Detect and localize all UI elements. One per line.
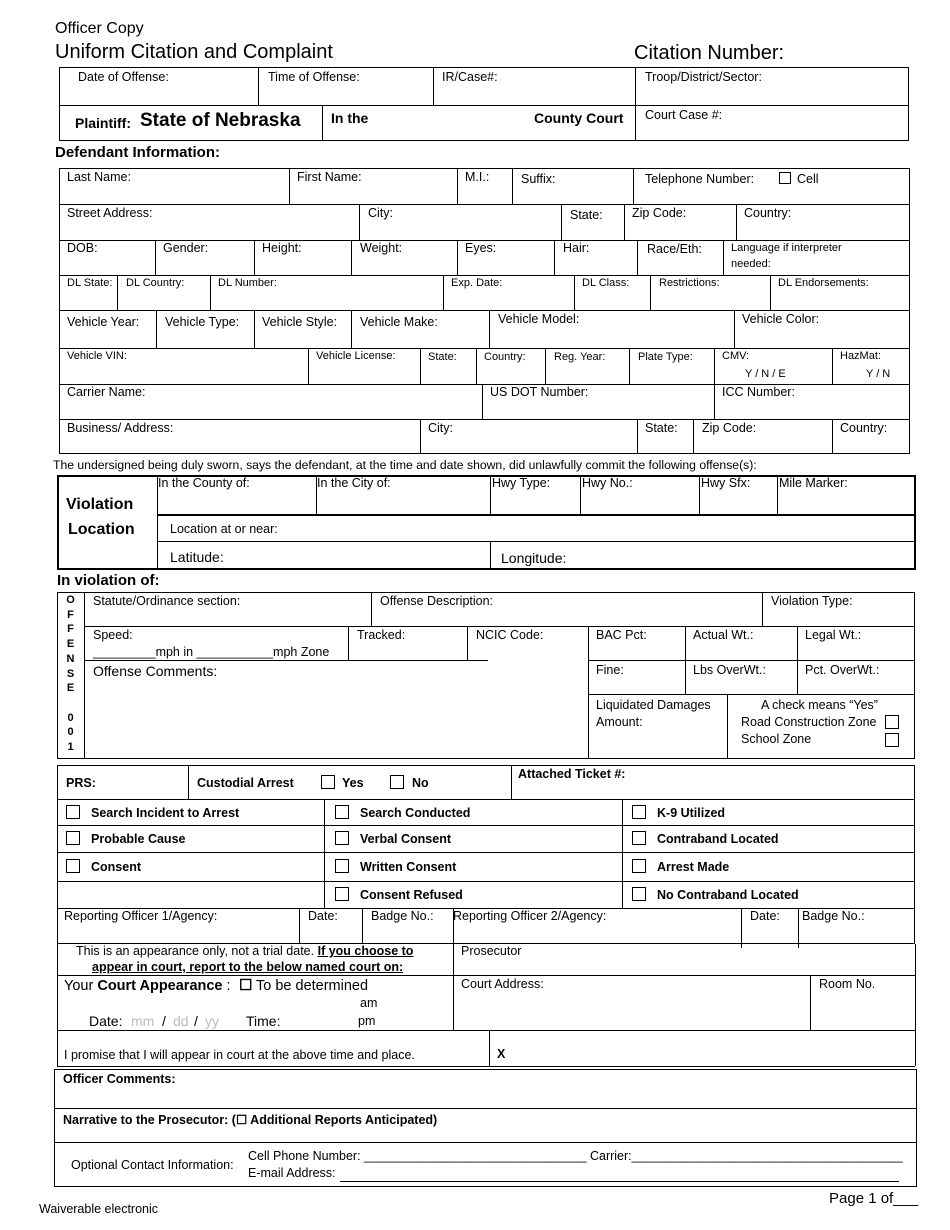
prs-field[interactable]: PRS: [66,776,96,790]
consent-label: Consent [91,860,141,874]
offense-letter: E [66,638,75,651]
consent-checkbox[interactable] [66,859,80,873]
vehicle-country-field[interactable]: Country: [484,351,526,363]
latitude-field[interactable]: Latitude: [170,549,224,565]
search-incident-checkbox[interactable] [66,805,80,819]
school-zone-checkbox[interactable] [885,733,899,747]
date-of-offense-field[interactable]: Date of Offense: [78,70,169,84]
business-state-field[interactable]: State: [645,421,678,435]
officer2-badge-field[interactable]: Badge No.: [802,909,865,923]
contraband-located-label: Contraband Located [657,832,779,846]
state-field[interactable]: State: [570,208,603,222]
consent-refused-checkbox[interactable] [335,887,349,901]
speed-field[interactable]: Speed: [93,628,133,642]
vehicle-make-field[interactable]: Vehicle Make: [360,315,438,329]
middle-initial-field[interactable]: M.I.: [465,170,490,184]
last-name-field[interactable]: Last Name: [67,170,131,184]
written-consent-label: Written Consent [360,860,457,874]
vehicle-model-field[interactable]: Vehicle Model: [498,312,580,326]
weight-field[interactable]: Weight: [360,241,403,255]
k9-utilized-checkbox[interactable] [632,805,646,819]
road-construction-checkbox[interactable] [885,715,899,729]
business-address-field[interactable]: Business/ Address: [67,421,174,435]
mile-marker-field[interactable]: Mile Marker: [779,476,848,490]
dl-class-field[interactable]: DL Class: [582,277,630,289]
telephone-field[interactable]: Telephone Number: [645,172,755,186]
signature-field[interactable]: X [497,1047,506,1061]
vehicle-year-field[interactable]: Vehicle Year: [67,315,140,329]
cmv-field[interactable]: CMV: [722,350,750,362]
pm-option[interactable]: pm [358,1014,376,1028]
business-city-field[interactable]: City: [428,421,453,435]
time-field[interactable]: Time: [246,1013,281,1029]
officer2-date-field[interactable]: Date: [750,909,780,923]
offense-description-field[interactable]: Offense Description: [380,594,494,608]
search-conducted-checkbox[interactable] [335,805,349,819]
date-yy-field[interactable]: yy [205,1013,219,1029]
vin-field[interactable]: Vehicle VIN: [67,350,127,362]
probable-cause-label: Probable Cause [91,832,186,846]
no-contraband-label: No Contraband Located [657,888,799,902]
court-case-field[interactable]: Court Case #: [645,108,723,122]
location-near-field[interactable]: Location at or near: [170,522,278,536]
officer1-badge-field[interactable]: Badge No.: [371,909,434,923]
statute-field[interactable]: Statute/Ordinance section: [93,594,241,608]
gender-field[interactable]: Gender: [163,241,209,255]
room-no-field[interactable]: Room No. [819,977,876,991]
school-zone-label: School Zone [741,732,812,746]
carrier-name-field[interactable]: Carrier Name: [67,385,146,399]
check-means-yes-label: A check means “Yes” [761,698,878,712]
street-address-field[interactable]: Street Address: [67,206,153,220]
officer1-date-field[interactable]: Date: [308,909,338,923]
exp-date-field[interactable]: Exp. Date: [451,277,503,289]
offense-letter: F [67,608,74,621]
consent-refused-label: Consent Refused [360,888,463,902]
actual-wt-field[interactable]: Actual Wt.: [693,628,754,642]
plate-type-field[interactable]: Plate Type: [638,351,693,363]
violation-type-field[interactable]: Violation Type: [771,594,853,608]
k9-utilized-label: K-9 Utilized [657,806,726,820]
court-appearance-label: Your Court Appearance : [64,978,231,994]
am-option[interactable]: am [360,996,378,1010]
no-contraband-checkbox[interactable] [632,887,646,901]
email-field[interactable] [340,1181,899,1182]
offense-letter: 1 [67,741,74,753]
email-label: E-mail Address: [248,1166,336,1180]
tracked-field[interactable]: Tracked: [357,628,406,642]
appearance-note-line2: appear in court, report to the below named court on: [92,960,404,974]
plaintiff-label: Plaintiff: [75,115,131,131]
zip-code-field[interactable]: Zip Code: [632,206,687,220]
dl-state-field[interactable]: DL State: [67,277,113,289]
vehicle-state-field[interactable]: State: [428,351,457,363]
vehicle-type-field[interactable]: Vehicle Type: [165,315,240,329]
search-conducted-label: Search Conducted [360,806,471,820]
verbal-consent-checkbox[interactable] [335,831,349,845]
city-field[interactable]: City: [368,206,393,220]
hwy-sfx-field[interactable]: Hwy Sfx: [701,476,751,490]
violation-heading: In violation of: [57,572,160,589]
speed-zone-line[interactable]: _________mph in ___________mph Zone [93,645,330,659]
officer2-agency-field[interactable]: Reporting Officer 2/Agency: [453,909,607,923]
prosecutor-field[interactable]: Prosecutor [461,944,522,958]
offense-letter: O [66,594,75,606]
dl-country-field[interactable]: DL Country: [126,277,185,289]
officer1-agency-field[interactable]: Reporting Officer 1/Agency: [64,909,218,923]
suffix-field[interactable]: Suffix: [521,172,556,186]
troop-district-field[interactable]: Troop/District/Sector: [645,70,762,84]
attached-ticket-field[interactable]: Attached Ticket #: [518,767,626,781]
custodial-no-label: No [412,776,429,790]
date-slash-1: / [162,1013,166,1029]
offense-letter: N [66,652,75,665]
us-dot-field[interactable]: US DOT Number: [490,385,589,399]
legal-wt-field[interactable]: Legal Wt.: [805,628,862,642]
offense-letter: 0 [67,711,74,724]
written-consent-checkbox[interactable] [335,859,349,873]
offense-letter: E [66,682,75,695]
county-of-field[interactable]: In the County of: [158,476,250,490]
language-field-line2: needed: [731,258,771,270]
appearance-note: This is an appearance only, not a trial date. If you choose to [76,944,414,958]
violation-title-2: Location [68,521,135,538]
sworn-statement: The undersigned being duly sworn, says the defendant, at the time and date shown, did unlawfully commit the following offense(s): [53,458,757,472]
plaintiff-value: State of Nebraska [140,110,301,131]
form-title: Uniform Citation and Complaint [55,41,333,63]
verbal-consent-label: Verbal Consent [360,832,451,846]
contraband-located-checkbox[interactable] [632,831,646,845]
waiverable-note: Waiverable electronic [39,1202,159,1216]
arrest-made-label: Arrest Made [657,860,730,874]
date-slash-2: / [194,1013,198,1029]
probable-cause-checkbox[interactable] [66,831,80,845]
custodial-yes-label: Yes [342,776,364,790]
liquidated-amount-field[interactable]: Amount: [596,715,643,729]
cmv-options[interactable]: Y / N / E [745,368,786,380]
country-field[interactable]: Country: [744,206,792,220]
eyes-field[interactable]: Eyes: [465,241,497,255]
promise-statement: I promise that I will appear in court at the above time and place. [64,1048,415,1062]
custodial-arrest-label: Custodial Arrest [197,776,294,790]
offense-letter: 0 [67,726,74,739]
hair-field[interactable]: Hair: [563,241,590,255]
vehicle-license-field[interactable]: Vehicle License: [316,350,396,362]
optional-contact-label: Optional Contact Information: [71,1158,234,1172]
in-the-label: In the [331,110,369,126]
hwy-type-field[interactable]: Hwy Type: [492,476,551,490]
officer-comments-field[interactable]: Officer Comments: [63,1072,176,1086]
hwy-no-field[interactable]: Hwy No.: [582,476,633,490]
bac-pct-field[interactable]: BAC Pct: [596,628,647,642]
dl-number-field[interactable]: DL Number: [218,277,277,289]
citation-number-label: Citation Number: [634,42,785,64]
pct-overwt-field[interactable]: Pct. OverWt.: [805,663,880,677]
dl-endorsements-field[interactable]: DL Endorsements: [778,277,869,289]
offense-letter: S [66,667,75,680]
liquidated-damages-label: Liquidated Damages [596,698,711,712]
road-construction-label: Road Construction Zone [741,715,877,729]
search-incident-label: Search Incident to Arrest [91,806,240,820]
county-court-label: County Court [534,110,624,126]
race-field[interactable]: Race/Eth: [647,242,702,256]
restrictions-field[interactable]: Restrictions: [659,277,720,289]
date-label: Date: [89,1013,123,1029]
cell-checkbox[interactable] [779,172,791,184]
icc-number-field[interactable]: ICC Number: [722,385,795,399]
cell-carrier-line[interactable]: Cell Phone Number: ________________________________ Carrier:_______________________________________ [248,1149,903,1163]
time-of-offense-field[interactable]: Time of Offense: [268,70,360,84]
lbs-overwt-field[interactable]: Lbs OverWt.: [693,663,766,677]
ir-case-field[interactable]: IR/Case#: [442,70,498,84]
reg-year-field[interactable]: Reg. Year: [554,351,606,363]
fine-field[interactable]: Fine: [596,663,624,677]
court-address-field[interactable]: Court Address: [461,977,544,991]
height-field[interactable]: Height: [262,241,302,255]
business-zip-field[interactable]: Zip Code: [702,421,757,435]
tbd-label: To be determined [256,978,369,994]
custodial-yes-checkbox[interactable] [321,775,335,789]
date-mm-field[interactable]: mm [131,1013,155,1029]
page-number: Page 1 of___ [829,1190,919,1207]
first-name-field[interactable]: First Name: [297,170,362,184]
vehicle-color-field[interactable]: Vehicle Color: [742,312,820,326]
dob-field[interactable]: DOB: [67,241,98,255]
ncic-code-field[interactable]: NCIC Code: [476,628,544,642]
narrative-field[interactable]: Narrative to the Prosecutor: (☐ Additional Reports Anticipated) [63,1113,438,1127]
vehicle-style-field[interactable]: Vehicle Style: [262,315,338,329]
officer-copy-label: Officer Copy [55,20,144,37]
tbd-checkbox[interactable]: ☐ [239,977,253,994]
city-of-field[interactable]: In the City of: [317,476,391,490]
business-country-field[interactable]: Country: [840,421,888,435]
custodial-no-checkbox[interactable] [390,775,404,789]
hazmat-options[interactable]: Y / N [866,368,891,380]
offense-comments-field[interactable]: Offense Comments: [93,663,218,679]
arrest-made-checkbox[interactable] [632,859,646,873]
hazmat-field[interactable]: HazMat: [840,350,881,362]
language-field-line1[interactable]: Language if interpreter [731,242,842,254]
offense-letter: F [67,623,74,636]
violation-title-1: Violation [66,496,134,513]
cell-label: Cell [797,172,819,186]
longitude-field[interactable]: Longitude: [501,550,567,566]
defendant-heading: Defendant Information: [55,144,220,161]
date-dd-field[interactable]: dd [173,1013,189,1029]
